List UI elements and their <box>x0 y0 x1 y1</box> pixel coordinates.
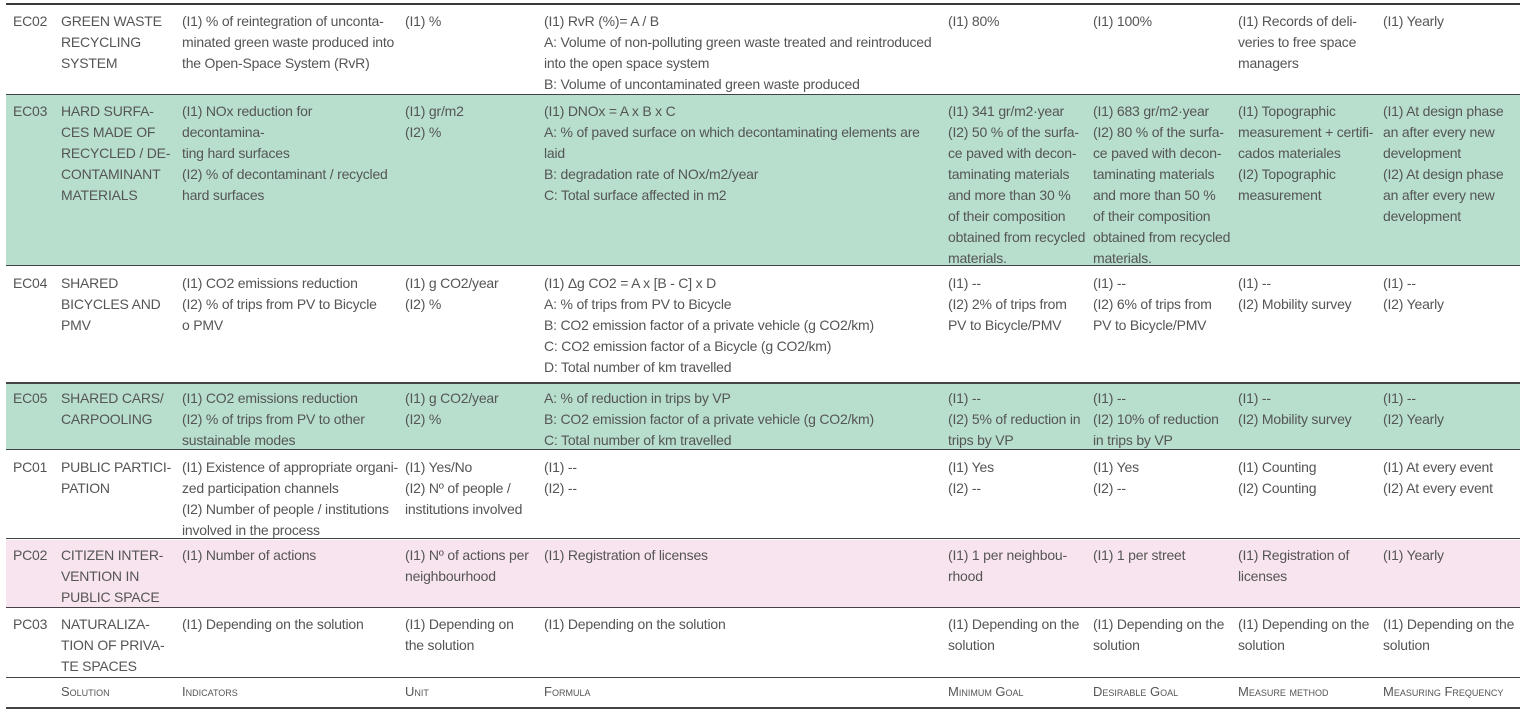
solution-cell: PUBLIC PARTICI- PATION <box>61 459 172 496</box>
row-code: EC04 <box>13 275 48 291</box>
row-code: EC02 <box>13 13 48 29</box>
table-row <box>6 540 1520 608</box>
header-formula: Formula <box>544 684 591 699</box>
indicators-cell: (I1) CO2 emissions reduction (I2) % of trips from PV to other sustainable modes <box>182 390 365 448</box>
header-minimum-goal: Minimum Goal <box>948 684 1024 699</box>
solution-cell: HARD SURFA- CES MADE OF RECYCLED / DE- CONTAMINANT MATERIALS <box>61 103 171 203</box>
table-row <box>6 267 1520 382</box>
measuring-frequency-cell: (I1) At every event (I2) At every event <box>1383 459 1493 496</box>
formula-cell: (I1) Δg CO2 = A x [B - C] x D A: % of trips from PV to Bicycle B: CO2 emission factor of a private vehicle (g CO2/km) C: CO2 emission factor of a Bicycle (g CO2/km) D: Total number of km travelled <box>544 275 874 375</box>
unit-cell: (I1) Yes/No (I2) Nº of people / institutions involved <box>405 459 523 517</box>
solution-cell: NATURALIZA- TION OF PRIVA- TE SPACES <box>61 616 165 674</box>
minimum-goal-cell: (I1) -- (I2) 2% of trips from PV to Bicycle/PMV <box>948 275 1067 333</box>
table-row <box>6 609 1520 677</box>
minimum-goal-cell: (I1) 1 per neighbou- rhood <box>948 547 1067 584</box>
desirable-goal-cell: (I1) 683 gr/m2·year (I2) 80 % of the surfa- ce paved with decon- taminating materials and more than 50 % of their composition obtained from recycled materials. <box>1093 103 1231 266</box>
unit-cell: (I1) g CO2/year (I2) % <box>405 390 499 427</box>
table-row <box>6 382 1520 450</box>
unit-cell: (I1) Depending on the solution <box>405 616 514 653</box>
measuring-frequency-cell: (I1) Depending on the solution <box>1383 616 1515 653</box>
measure-method-cell: (I1) Registration of licenses <box>1238 547 1350 584</box>
formula-cell: (I1) DNOx = A x B x C A: % of paved surface on which decontaminating elements are laid B: degradation rate of NOx/m2/year C: Total surface affected in m2 <box>544 103 920 203</box>
table-row <box>6 451 1520 539</box>
row-code: PC03 <box>13 616 48 632</box>
formula-cell: A: % of reduction in trips by VP B: CO2 emission factor of a private vehicle (g CO2/km) C: Total number of km travelled <box>544 390 874 448</box>
formula-cell: (I1) RvR (%)= A / B A: Volume of non-polluting green waste treated and reintroduced into the open space system B: Volume of uncontaminated green waste produced <box>544 13 932 92</box>
header-measure-method: Measure method <box>1238 684 1329 699</box>
table-row <box>6 94 1520 266</box>
unit-cell: (I1) gr/m2 (I2) % <box>405 103 464 140</box>
desirable-goal-cell: (I1) -- (I2) 10% of reduction in trips by VP <box>1093 390 1219 448</box>
desirable-goal-cell: (I1) -- (I2) 6% of trips from PV to Bicycle/PMV <box>1093 275 1212 333</box>
table-header-footer <box>6 677 1520 709</box>
minimum-goal-cell: (I1) 80% <box>948 13 1000 29</box>
minimum-goal-cell: (I1) Yes (I2) -- <box>948 459 994 496</box>
indicators-cell: (I1) NOx reduction for decontamina- ting hard surfaces (I2) % of decontaminant / recycled hard surfaces <box>182 103 388 203</box>
formula-cell: (I1) -- (I2) -- <box>544 459 577 496</box>
unit-cell: (I1) % <box>405 13 442 29</box>
indicators-cell: (I1) Number of actions <box>182 547 317 563</box>
measuring-frequency-cell: (I1) -- (I2) Yearly <box>1383 390 1444 427</box>
minimum-goal-cell: (I1) 341 gr/m2·year (I2) 50 % of the surfa- ce paved with decon- taminating materials and more than 30 % of their composition obtained from recycled materials. <box>948 103 1086 266</box>
measure-method-cell: (I1) Counting (I2) Counting <box>1238 459 1317 496</box>
desirable-goal-cell: (I1) Depending on the solution <box>1093 616 1225 653</box>
minimum-goal-cell: (I1) -- (I2) 5% of reduction in trips by VP <box>948 390 1081 448</box>
measure-method-cell: (I1) Depending on the solution <box>1238 616 1370 653</box>
desirable-goal-cell: (I1) Yes (I2) -- <box>1093 459 1139 496</box>
header-indicators: Indicators <box>182 684 238 699</box>
measuring-frequency-cell: (I1) -- (I2) Yearly <box>1383 275 1444 312</box>
row-code: EC05 <box>13 390 48 406</box>
formula-cell: (I1) Registration of licenses <box>544 547 708 563</box>
measure-method-cell: (I1) -- (I2) Mobility survey <box>1238 275 1352 312</box>
measuring-frequency-cell: (I1) Yearly <box>1383 13 1444 29</box>
formula-cell: (I1) Depending on the solution <box>544 616 726 632</box>
row-code: PC01 <box>13 459 48 475</box>
indicators-cell: (I1) % of reintegration of unconta- minated green waste produced into the Open-Space System (RvR) <box>182 13 395 71</box>
row-code: PC02 <box>13 547 48 563</box>
solution-cell: GREEN WASTE RECYCLING SYSTEM <box>61 13 162 71</box>
header-desirable-goal: Desirable Goal <box>1093 684 1179 699</box>
measure-method-cell: (I1) -- (I2) Mobility survey <box>1238 390 1352 427</box>
row-code: EC03 <box>13 103 48 119</box>
header-unit: Unit <box>405 684 429 699</box>
measuring-frequency-cell: (I1) Yearly <box>1383 547 1444 563</box>
header-measuring-frequency: Measuring Frequency <box>1383 684 1504 699</box>
header-solution: Solution <box>61 684 110 699</box>
indicators-cell: (I1) CO2 emissions reduction (I2) % of trips from PV to Bicycle o PMV <box>182 275 377 333</box>
solution-cell: CITIZEN INTER- VENTION IN PUBLIC SPACE <box>61 547 164 605</box>
desirable-goal-cell: (I1) 1 per street <box>1093 547 1186 563</box>
table-row <box>6 5 1520 92</box>
unit-cell: (I1) g CO2/year (I2) % <box>405 275 499 312</box>
measure-method-cell: (I1) Topographic measurement + certifi- cados materiales (I2) Topographic measurement <box>1238 103 1374 203</box>
indicators-cell: (I1) Depending on the solution <box>182 616 364 632</box>
desirable-goal-cell: (I1) 100% <box>1093 13 1152 29</box>
minimum-goal-cell: (I1) Depending on the solution <box>948 616 1080 653</box>
measuring-frequency-cell: (I1) At design phase an after every new development (I2) At design phase an after every new development <box>1383 103 1504 224</box>
measure-method-cell: (I1) Records of deli- veries to free space managers <box>1238 13 1357 71</box>
unit-cell: (I1) Nº of actions per neighbourhood <box>405 547 529 584</box>
solution-cell: SHARED BICYCLES AND PMV <box>61 275 161 333</box>
indicators-cell: (I1) Existence of appropriate organi- zed participation channels (I2) Number of people / institutions involved in the process <box>182 459 398 538</box>
solution-cell: SHARED CARS/ CARPOOLING <box>61 390 164 427</box>
